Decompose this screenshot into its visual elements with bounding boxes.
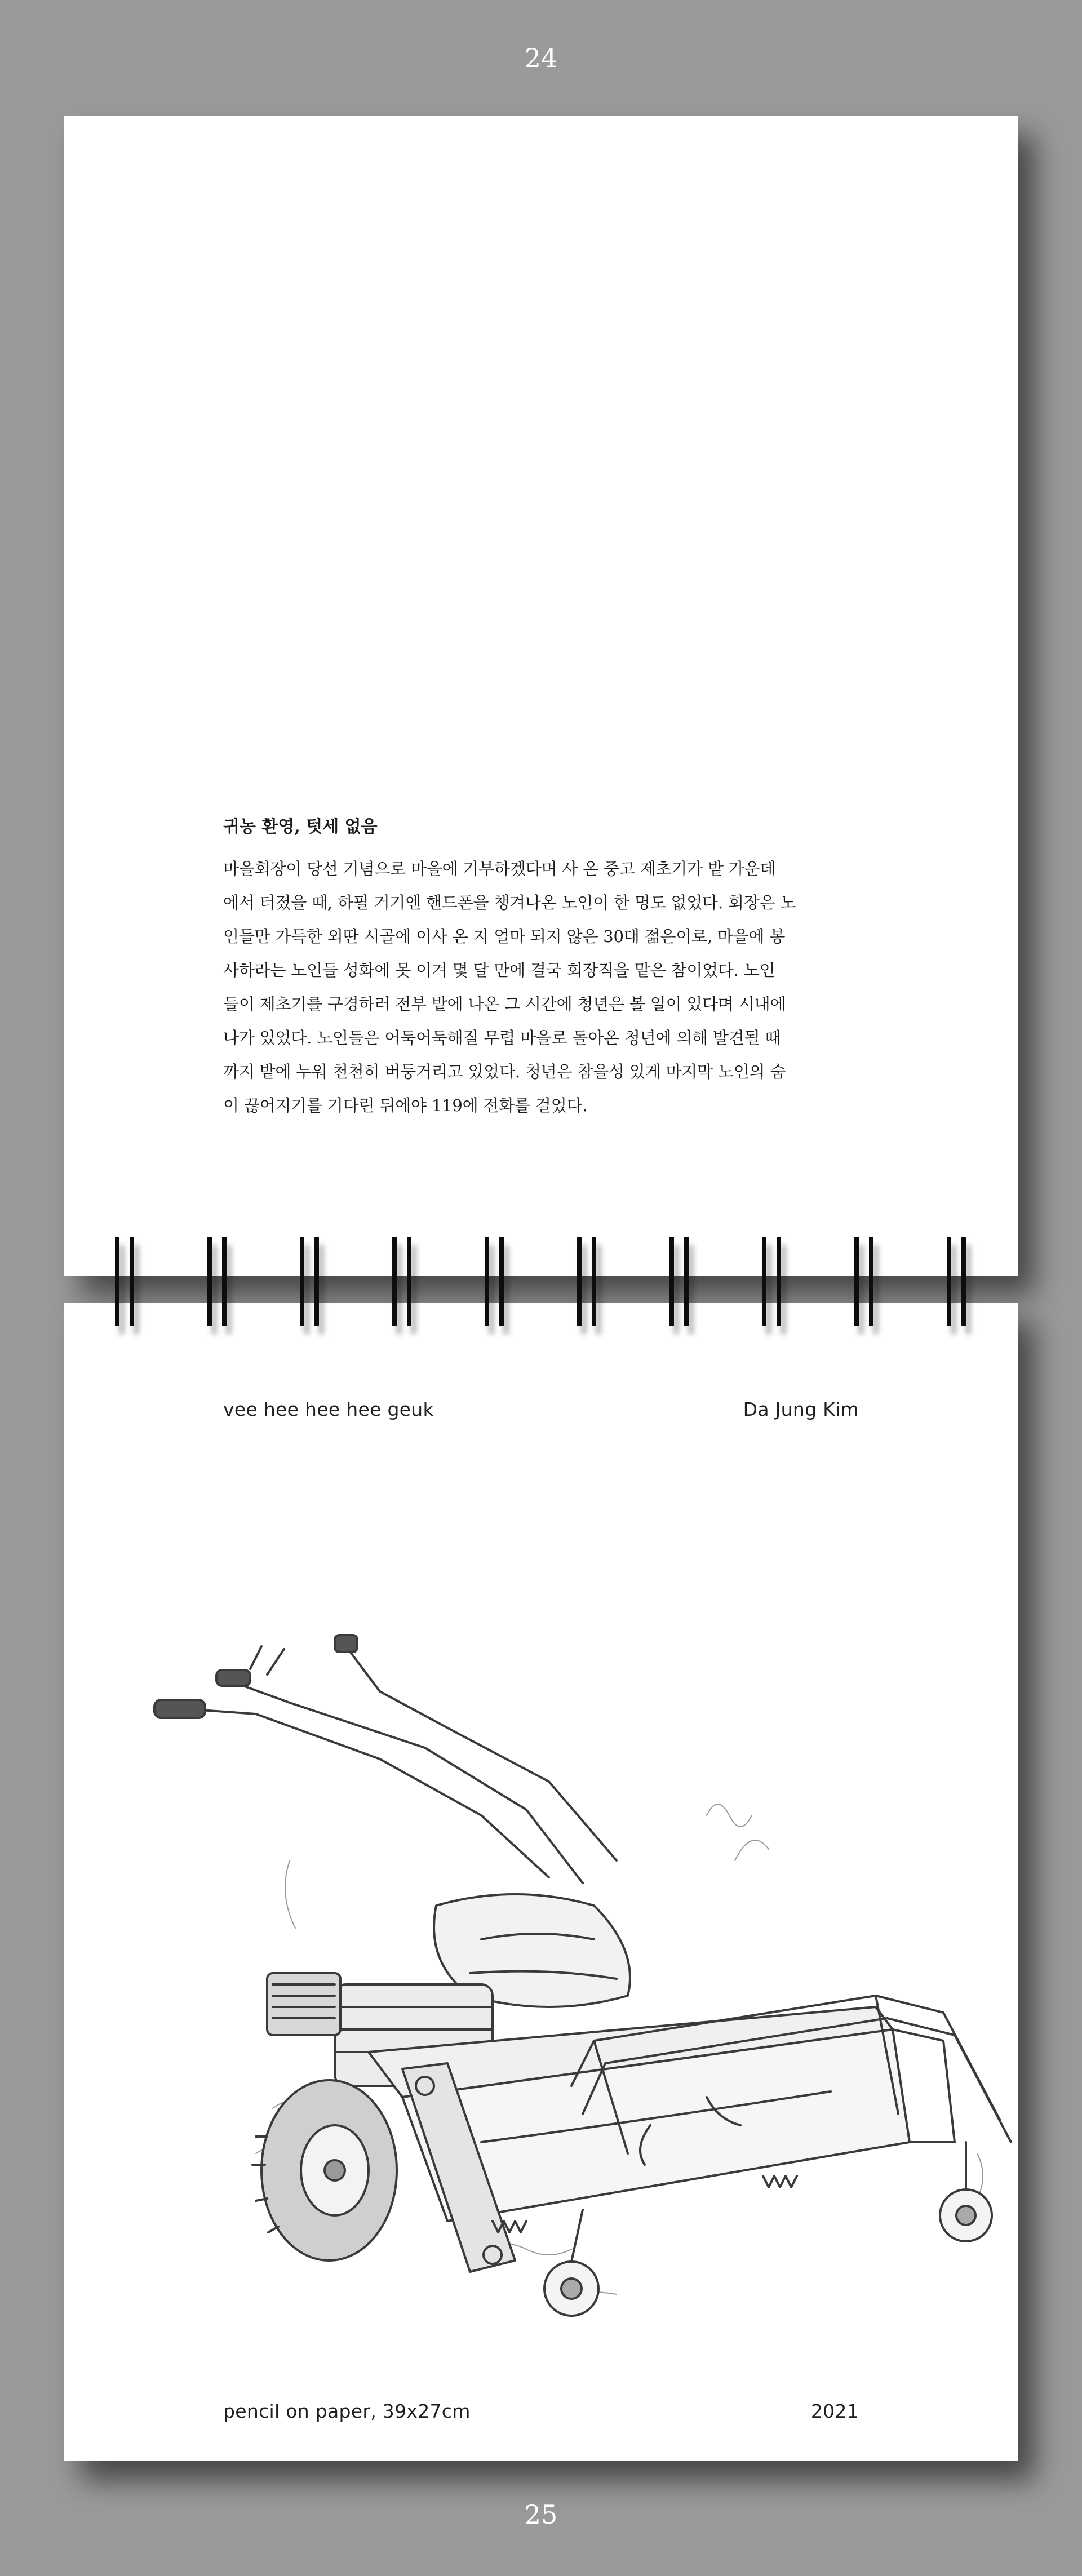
- essay-line: 까지 밭에 누워 천천히 버둥거리고 있었다. 청년은 참을성 있게 마지막 노인의 숨: [223, 1062, 786, 1081]
- essay-line: 인들만 가득한 외딴 시골에 이사 온 지 얼마 되지 않은 30대 젊은이로, 마을에 봉: [223, 927, 786, 946]
- brush-cutter-illustration-icon: [87, 1545, 1034, 2345]
- essay-line: 이 끊어지기를 기다린 뒤에야 119에 전화를 걸었다.: [223, 1096, 588, 1115]
- page-number-bottom: 25: [524, 2499, 558, 2530]
- spiral-ring-icon: [485, 1237, 504, 1326]
- essay-line: 마을회장이 당선 기념으로 마을에 기부하겠다며 사 온 중고 제초기가 밭 가운데: [223, 859, 776, 878]
- right-page: [64, 1303, 1018, 2461]
- spiral-ring-icon: [854, 1237, 873, 1326]
- spiral-ring-icon: [392, 1237, 411, 1326]
- left-page: [64, 116, 1018, 1276]
- book-title: vee hee hee hee geuk: [223, 1398, 434, 1420]
- spiral-ring-icon: [577, 1237, 596, 1326]
- artwork-medium: pencil on paper, 39x27cm: [223, 2400, 471, 2422]
- artwork-year: 2021: [810, 2400, 859, 2422]
- spiral-ring-icon: [115, 1237, 134, 1326]
- essay-block: [223, 816, 924, 1122]
- essay-line: 에서 터졌을 때, 하필 거기엔 핸드폰을 챙겨나온 노인이 한 명도 없었다. 회장은 노: [223, 893, 796, 912]
- essay-line: 들이 제초기를 구경하러 전부 밭에 나온 그 시간에 청년은 볼 일이 있다며 시내에: [223, 994, 786, 1014]
- page-number-top: 24: [524, 43, 558, 73]
- spiral-binding: [0, 1237, 1082, 1344]
- spiral-ring-icon: [762, 1237, 781, 1326]
- spiral-ring-icon: [207, 1237, 227, 1326]
- spiral-ring-icon: [947, 1237, 966, 1326]
- essay-title: 귀농 환영, 텃세 없음: [223, 817, 378, 837]
- spiral-ring-icon: [300, 1237, 319, 1326]
- essay-line: 나가 있었다. 노인들은 어둑어둑해질 무렵 마을로 돌아온 청년에 의해 발견될 때: [223, 1028, 781, 1047]
- author-name: Da Jung Kim: [743, 1398, 859, 1420]
- spiral-ring-icon: [669, 1237, 689, 1326]
- essay-line: 사하라는 노인들 성화에 못 이겨 몇 달 만에 결국 회장직을 맡은 참이었다. 노인: [223, 961, 775, 980]
